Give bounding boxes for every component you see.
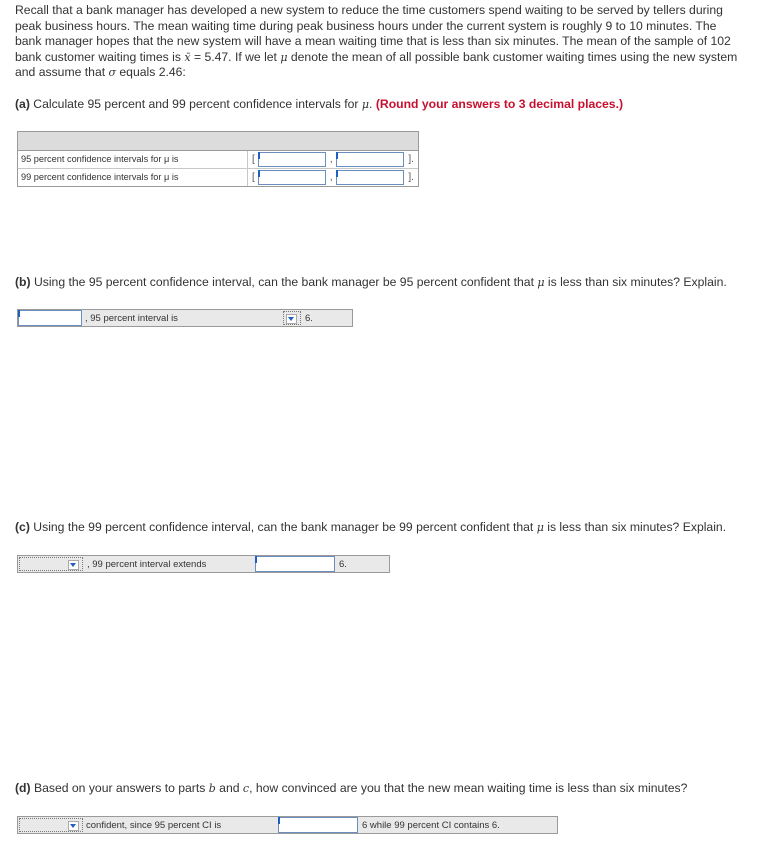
part-b-question — [15, 275, 727, 289]
open-bracket: [ — [251, 154, 255, 165]
part-d-strip-end: 6 while 99 percent CI contains 6. — [362, 819, 500, 831]
ci-95-label: 95 percent confidence intervals for μ is — [18, 151, 248, 168]
part-a-text: Calculate 95 percent and 99 percent confidence intervals for — [29, 97, 362, 111]
ci-99-label: 99 percent confidence intervals for μ is — [18, 169, 248, 186]
open-bracket: [ — [251, 172, 255, 183]
part-ref-c: c — [242, 782, 250, 795]
part-b-text: Using the 95 percent confidence interval, can the bank manager be 95 percent confident that — [30, 275, 538, 289]
intro-line-3: bank manager hopes that the new system will have a mean waiting time that is less than six minutes. The mean of the sample of 102 — [15, 34, 731, 48]
part-c-text: is less than six minutes? Explain. — [543, 520, 727, 534]
part-c-dropdown[interactable] — [19, 557, 83, 571]
close-bracket: ]. — [408, 172, 414, 183]
table-row — [18, 169, 418, 186]
part-c-question — [15, 520, 726, 534]
chevron-down-icon — [286, 314, 297, 324]
table-row — [18, 151, 418, 169]
part-d-strip-text: confident, since 95 percent CI is — [86, 819, 222, 831]
table-header — [18, 132, 418, 151]
part-c-strip-end: 6. — [339, 558, 347, 570]
intro-line-1: Recall that a bank manager has developed a new system to reduce the time customers spend waiting to be served by tellers during — [15, 3, 723, 17]
part-c-strip-text: , 99 percent interval extends — [87, 558, 207, 570]
intro-line-4 — [15, 50, 775, 66]
intro-text: equals 2.46: — [116, 65, 186, 79]
part-d-text: , how convinced are you that the new mean waiting time is less than six minutes? — [249, 781, 688, 795]
mu-symbol: μ — [280, 50, 288, 64]
part-ref-b: b — [208, 782, 216, 795]
part-a-label: (a) — [15, 97, 30, 111]
rounding-instruction: (Round your answers to 3 decimal places.) — [375, 97, 624, 111]
part-c-answer-input[interactable] — [255, 556, 335, 572]
part-d-text: Based on your answers to parts — [30, 781, 209, 795]
part-d-label: (d) — [15, 781, 31, 795]
problem-statement — [15, 3, 775, 81]
part-c-answer-row — [17, 555, 390, 573]
part-b-label: (b) — [15, 275, 31, 289]
part-b-answer-row — [17, 309, 353, 327]
close-bracket: ]. — [408, 154, 414, 165]
part-a-period: . — [369, 97, 376, 111]
chevron-down-icon — [68, 560, 79, 570]
part-b-strip-end: 6. — [305, 312, 313, 324]
part-b-dropdown[interactable] — [283, 311, 301, 325]
comma-separator: , — [329, 154, 333, 165]
part-b-text: is less than six minutes? Explain. — [544, 275, 727, 289]
part-d-dropdown[interactable] — [19, 818, 83, 832]
mu-symbol: μ — [361, 98, 370, 111]
ci-99-lower-input[interactable] — [258, 170, 326, 185]
chevron-down-icon — [68, 821, 79, 831]
sigma-symbol: σ — [108, 66, 117, 79]
part-d-answer-row — [17, 816, 558, 834]
part-b-answer-input[interactable] — [18, 310, 82, 326]
ci-95-lower-input[interactable] — [258, 152, 326, 167]
intro-text: = 5.47. If we let — [190, 49, 281, 64]
intro-line-2: peak business hours. The mean waiting time during peak business hours under the current system is roughly 9 to 10 minutes. The — [15, 18, 717, 33]
ci-95-upper-input[interactable] — [336, 152, 404, 167]
mu-symbol: μ — [536, 521, 544, 534]
confidence-interval-table — [17, 131, 419, 187]
intro-text: denote the mean of all possible bank customer waiting times using the new system — [287, 49, 738, 64]
part-c-text: Using the 99 percent confidence interval, can the bank manager be 99 percent confident that — [29, 520, 537, 534]
part-a-question — [15, 97, 623, 111]
intro-text: and assume that — [15, 65, 109, 79]
part-d-answer-input[interactable] — [278, 817, 358, 833]
intro-line-5 — [15, 65, 775, 81]
mu-symbol: μ — [537, 276, 545, 289]
ci-99-upper-input[interactable] — [336, 170, 404, 185]
part-b-strip-text: , 95 percent interval is — [85, 312, 178, 324]
comma-separator: , — [329, 172, 333, 183]
part-d-question — [15, 781, 687, 795]
part-d-text: and — [215, 781, 243, 795]
xbar-symbol: x̄ — [184, 50, 191, 64]
intro-text: bank customer waiting times is — [15, 49, 185, 64]
part-c-label: (c) — [15, 520, 30, 534]
